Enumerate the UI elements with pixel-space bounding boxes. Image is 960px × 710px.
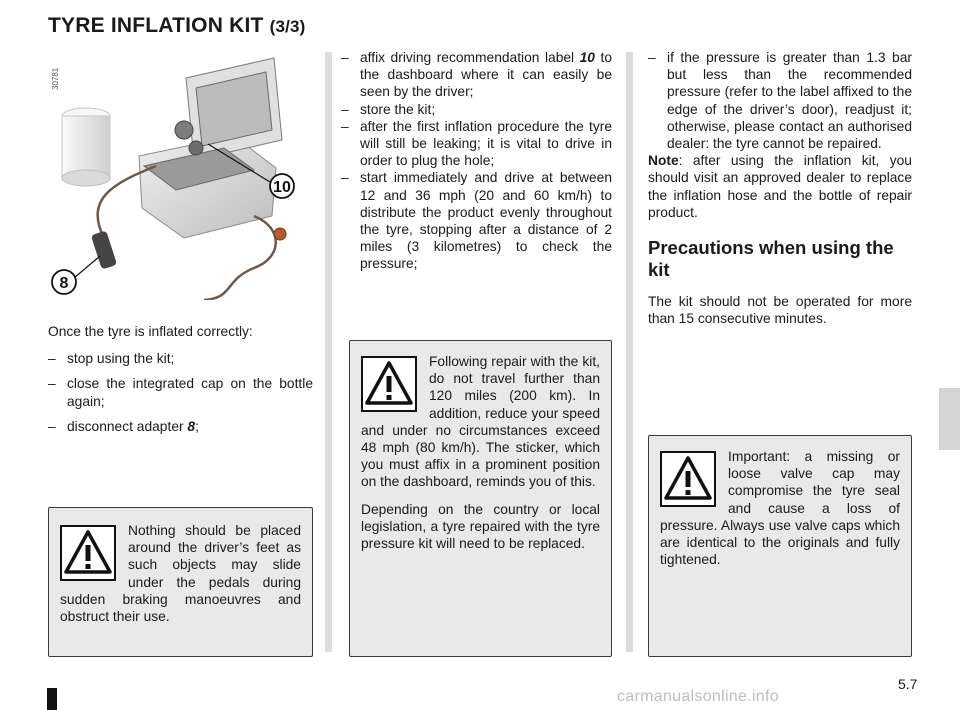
page-title	[48, 14, 306, 38]
callout-10	[270, 174, 294, 198]
list-item: – if the pressure is greater than 1.3 bar but less than the recommended pressure (refer to the label affixed to the edge of the driver’s door), readjust it; otherwise, please contact an authorised dealer: the tyre cannot be repaired.	[648, 49, 912, 152]
label-ref: 10	[579, 50, 595, 65]
warning-box-feet	[48, 507, 313, 657]
sealant-bottle	[62, 108, 110, 186]
warning-box-speed	[349, 340, 612, 657]
column-divider	[325, 52, 332, 652]
list-item: – after the first inflation procedure the tyre will still be leaking; it is vital to drive in order to plug the hole;	[341, 118, 612, 170]
image-code: 30781	[51, 67, 60, 90]
column-2-text	[341, 49, 612, 273]
warning-text: Important: a missing or loose valve cap may compromise the tyre seal and cause a loss of pressure. Always use valve caps which are identical to the originals and fully tightened.	[660, 449, 900, 568]
intro-text: Once the tyre is inflated correctly:	[48, 324, 253, 339]
list-item: – affix driving recommendation label 10 to the dashboard where it can easily be seen by the driver;	[341, 49, 612, 101]
column-1-text	[48, 323, 313, 443]
warning-text: Depending on the country or local legislation, a tyre repaired with the tyre pressure kit will need to be replaced.	[361, 501, 600, 552]
list-item: – start immediately and drive at between 12 and 36 mph (20 and 60 km/h) to distribute the product evenly throughout the tyre, stopping after a distance of 2 miles (3 kilometres) to check the pressure;	[341, 169, 612, 272]
column-3-text	[648, 49, 912, 337]
note-text: Note: after using the inflation kit, you should visit an approved dealer to replace the inflation hose and the bottle of repair product.	[648, 153, 912, 220]
warning-box-valve-cap	[648, 435, 912, 657]
list-item: – store the kit;	[341, 101, 612, 118]
precaution-text: The kit should not be operated for more than 15 consecutive minutes.	[648, 294, 912, 327]
chapter-tab	[939, 388, 960, 450]
watermark: carmanualsonline.info	[617, 688, 779, 705]
corner-mark	[47, 688, 57, 710]
warning-triangle-icon	[60, 525, 116, 581]
inflation-kit-illustration	[44, 48, 316, 300]
title-text: TYRE INFLATION KIT	[48, 14, 264, 37]
column-divider	[626, 52, 633, 652]
list-item: – stop using the kit;	[48, 350, 313, 367]
page-number: 5.7	[898, 676, 918, 692]
warning-triangle-icon	[361, 356, 417, 412]
title-suffix: (3/3)	[269, 17, 306, 36]
list-item: – disconnect adapter 8;	[48, 418, 313, 435]
list-item: – close the integrated cap on the bottle again;	[48, 375, 313, 409]
section-heading: Precautions when using the kit	[648, 237, 894, 281]
adapter-ref: 8	[187, 418, 196, 434]
svg-text:8: 8	[59, 275, 69, 292]
warning-triangle-icon	[660, 451, 716, 507]
warning-text: Following repair with the kit, do not travel further than 120 miles (200 km). In addition, reduce your speed and under no circumstances exceed 48 mph (80 km/h). The sticker, which you must affix in a prominent position on the dashboard, reminds you of this.	[361, 354, 600, 490]
callout-8	[52, 270, 76, 294]
warning-text: Nothing should be placed around the driver’s feet as such objects may slide under the pedals during sudden braking manoeuvres and obstruct their use.	[60, 523, 301, 625]
svg-text:10: 10	[273, 179, 291, 196]
